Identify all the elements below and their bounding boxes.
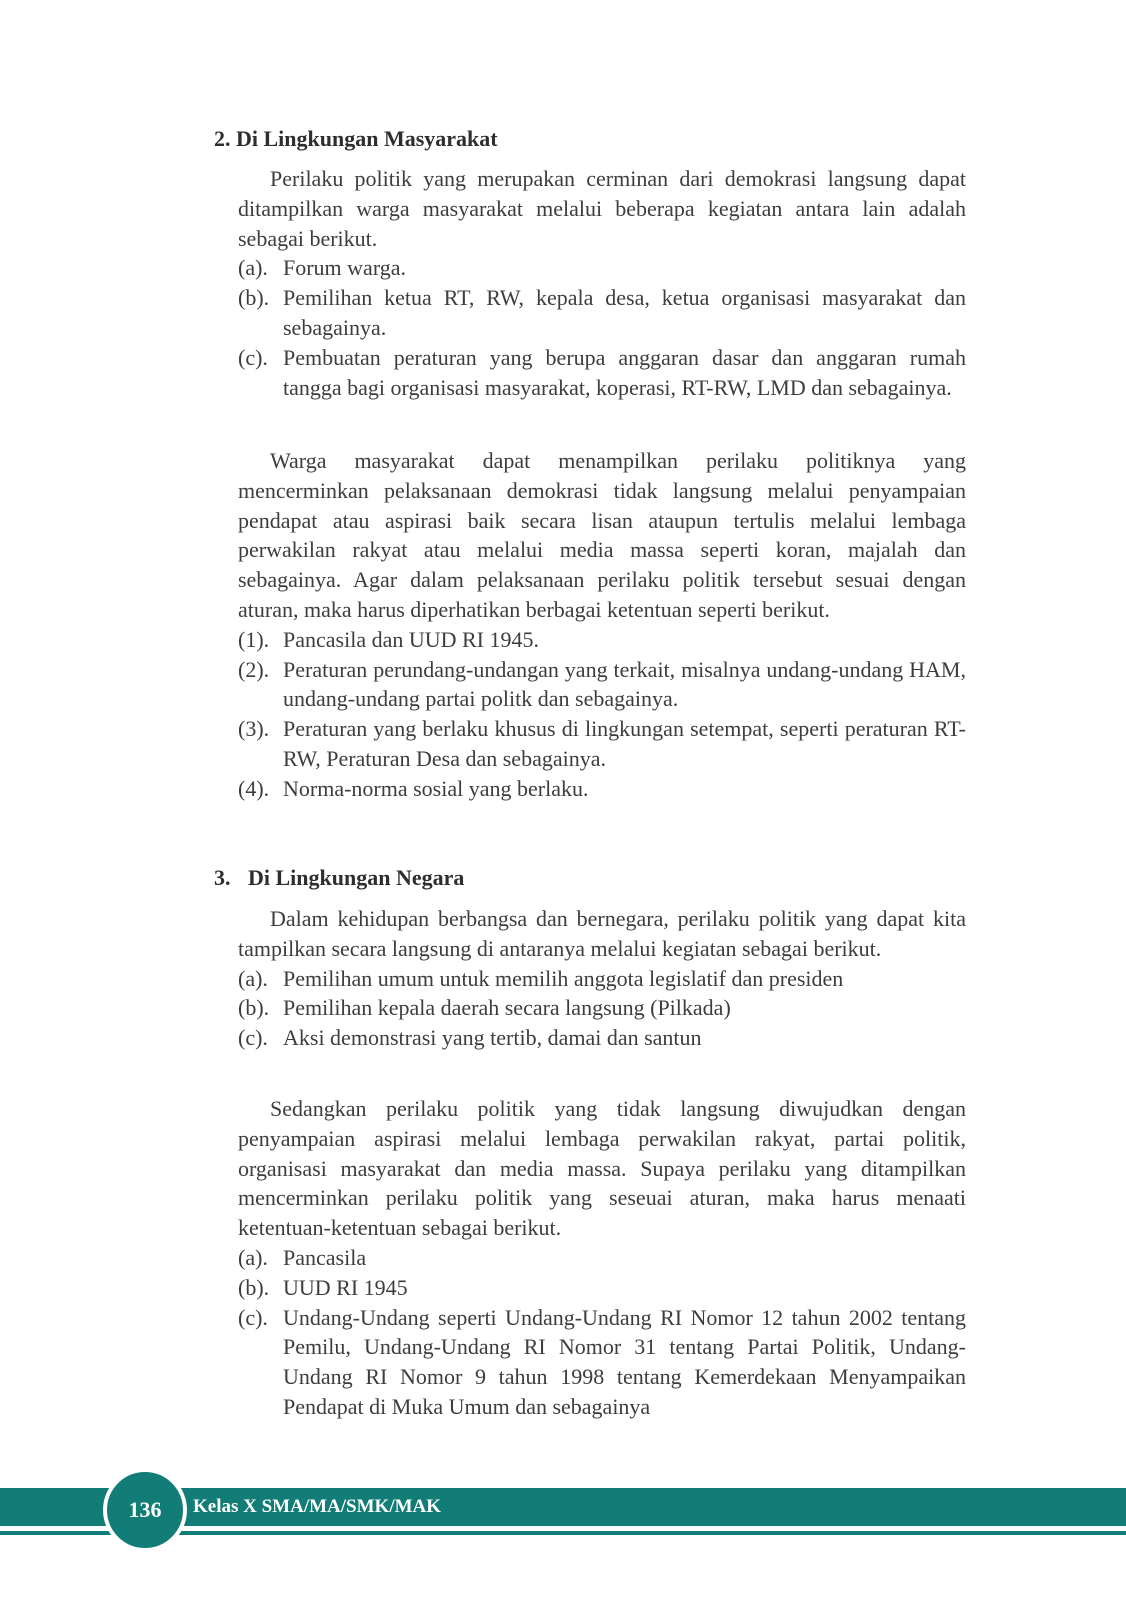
list-item <box>238 964 966 994</box>
section-3-part-1 <box>238 904 966 1053</box>
section-3-title: Di Lingkungan Negara <box>248 865 465 890</box>
list-marker: (a). <box>238 255 268 281</box>
section-3-heading <box>214 863 464 893</box>
section-3-rules-list <box>238 1243 966 1422</box>
list-marker: (4). <box>238 775 270 801</box>
section-2-direct-list <box>238 253 966 402</box>
list-item-text: Peraturan perundang-undangan yang terkait, misalnya undang-undang HAM, undang-undang partai politk dan sebagainya. <box>283 656 966 712</box>
section-3-second-paragraph: Sedangkan perilaku politik yang tidak langsung diwujudkan dengan penyampaian aspirasi melalui lembaga perwakilan rakyat, partai politik, organisasi masyarakat dan media massa. Supaya perilaku yang ditampilkan mencerminkan perilaku politik yang seseuai aturan, maka harus menaati ketentuan-ketentuan sebagai berikut. <box>238 1096 966 1241</box>
section-2-part-1 <box>238 164 966 402</box>
list-item <box>238 283 966 343</box>
section-2-second-paragraph: Warga masyarakat dapat menampilkan perilaku politiknya yang mencerminkan pelaksanaan demokrasi tidak langsung melalui penyampaian pendapat atau aspirasi baik secara lisan ataupun tertulis melalui lembaga perwakilan rakyat atau melalui media massa seperti koran, majalah dan sebagainya. Agar dalam pelaksanaan perilaku politik tersebut sesuai dengan aturan, maka harus diperhatikan berbagai ketentuan seperti berikut. <box>238 448 966 622</box>
page-number: 136 <box>128 1497 162 1522</box>
list-item <box>238 1303 966 1422</box>
list-marker: (c). <box>238 1025 268 1051</box>
list-item-text: Pancasila dan UUD RI 1945. <box>283 626 540 652</box>
list-item-text: Pemilihan umum untuk memilih anggota legislatif dan presiden <box>283 965 844 991</box>
list-item-text: Aksi demonstrasi yang tertib, damai dan santun <box>283 1025 702 1051</box>
list-item-text: Forum warga. <box>283 255 407 281</box>
list-marker: (a). <box>238 965 268 991</box>
list-item <box>238 253 966 283</box>
list-marker: (c). <box>238 344 268 370</box>
list-item <box>238 774 966 804</box>
list-item <box>238 655 966 715</box>
section-2-intro-paragraph: Perilaku politik yang merupakan cerminan dari demokrasi langsung dapat ditampilkan warga masyarakat melalui beberapa kegiatan antara lain adalah sebagai berikut. <box>238 166 966 251</box>
list-marker: (b). <box>238 995 270 1021</box>
list-item <box>238 1273 966 1303</box>
section-3-direct-list <box>238 964 966 1053</box>
list-marker: (1). <box>238 626 270 652</box>
list-item <box>238 1023 966 1053</box>
list-item <box>238 993 966 1023</box>
list-item-text: Pancasila <box>283 1244 367 1270</box>
list-item-text: Peraturan yang berlaku khusus di lingkungan setempat, seperti peraturan RT-RW, Peraturan Desa dan sebagainya. <box>283 716 966 771</box>
footer-book-label: Kelas X SMA/MA/SMK/MAK <box>193 1496 442 1517</box>
section-3-number: 3. <box>214 865 231 890</box>
list-item-text: Norma-norma sosial yang berlaku. <box>283 775 589 801</box>
list-marker: (b). <box>238 285 270 311</box>
list-item <box>238 343 966 403</box>
list-item-text: Pemilihan kepala daerah secara langsung (Pilkada) <box>283 995 731 1021</box>
section-2-part-2 <box>238 446 966 804</box>
list-marker: (2). <box>238 656 270 682</box>
list-item <box>238 714 966 774</box>
list-item-text: Pemilihan ketua RT, RW, kepala desa, ketua organisasi masyarakat dan sebagainya. <box>283 285 966 340</box>
list-item <box>238 625 966 655</box>
section-2-heading: 2. Di Lingkungan Masyarakat <box>214 126 498 151</box>
list-item <box>238 1243 966 1273</box>
list-item-text: Pembuatan peraturan yang berupa anggaran dasar dan anggaran rumah tangga bagi organisasi masyarakat, koperasi, RT-RW, LMD dan sebagainya. <box>283 344 966 400</box>
list-item-text: Undang-Undang seperti Undang-Undang RI Nomor 12 tahun 2002 tentang Pemilu, Undang-Undang RI Nomor 31 tentang Partai Politik, Undang-Undang RI Nomor 9 tahun 1998 tentang Kemerdekaan Menyampaikan Pendapat di Muka Umum dan sebagainya <box>283 1304 966 1419</box>
section-3-part-2 <box>238 1094 966 1422</box>
list-marker: (c). <box>238 1304 268 1330</box>
list-marker: (b). <box>238 1274 270 1300</box>
page-number-badge <box>103 1468 187 1552</box>
section-2-rules-list <box>238 625 966 804</box>
list-item-text: UUD RI 1945 <box>283 1274 408 1300</box>
list-marker: (a). <box>238 1244 268 1270</box>
list-marker: (3). <box>238 716 270 742</box>
section-3-intro-paragraph: Dalam kehidupan berbangsa dan bernegara, perilaku politik yang dapat kita tampilkan secara langsung di antaranya melalui kegiatan sebagai berikut. <box>238 906 966 961</box>
